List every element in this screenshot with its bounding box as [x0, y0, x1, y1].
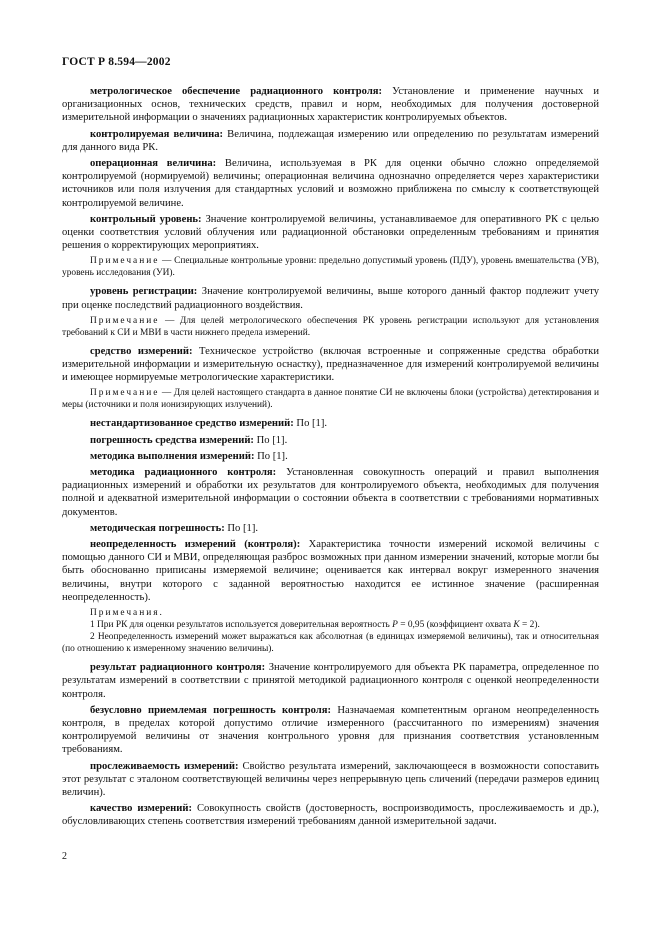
definition-entry [62, 802, 599, 828]
note-item-text: = 0,95 (коэффициент охвата [397, 620, 514, 631]
definition-text: Значение контролируемого для объекта РК параметра, определенное по результатам измерений в соответствии с принятой методикой радиационного контроля с оценкой неопределенности контроля. [62, 662, 599, 700]
definition-entry [62, 466, 599, 519]
note [62, 315, 599, 339]
note-label: Примечание [90, 256, 160, 267]
page-number: 2 [62, 851, 67, 862]
definition-term: методическая погрешность: [90, 522, 225, 534]
definition-entry [62, 345, 599, 385]
definition-text: Значение контролируемой величины, выше которого данный фактор подлежит учету при оценке последствий радиационного воздействия. [62, 286, 599, 311]
definition-term: безусловно приемлемая погрешность контроля: [90, 704, 332, 716]
definition-text: Совокупность свойств (достоверность, воспроизводимость, прослеживаемость и др.), обусловливающих степень соответствия измерений требованиям данной измерительной задачи. [62, 803, 599, 828]
definition-term: метрологическое обеспечение радиационного контроля: [90, 86, 383, 97]
note [62, 255, 599, 279]
definition-entry [62, 157, 599, 210]
note-label: Примечание [90, 315, 160, 326]
definition-term: результат радиационного контроля: [90, 662, 266, 674]
note [62, 387, 599, 411]
note-label: Примечание [90, 388, 160, 399]
definition-entry [62, 213, 599, 253]
definition-entry [62, 704, 599, 757]
definition-text: По [1]. [253, 434, 288, 446]
definition-entry [62, 417, 599, 430]
definition-term: методика радиационного контроля: [90, 467, 277, 479]
definition-text: Величина, подлежащая измерению или определению по результатам измерений для данного вида РК. [62, 128, 599, 153]
definition-text: Значение контролируемой величины, устанавливаемое для оперативного РК с целью оценки соответствия условий облучения или радиационной обстановки определенным требованиям и принятия решения о корректирующих мероприятиях. [62, 213, 599, 252]
definition-text: Назначаемая компетентным органом неопределенность контроля, в пределах которой допустимо отличие измеренного (рассчитанного по измерениям) значения контролируемой величины от значения контрольного уровня для признания соответствия установленным требованиям. [62, 704, 599, 756]
note-item: 2 Неопределенность измерений может выражаться как абсолютная (в единицах измеряемой величины), так и относительная (по отношению к измеренному значению величины). [62, 632, 599, 655]
note-item-text: = 2). [519, 620, 540, 631]
note-text: — Для целей метрологического обеспечения РК уровень регистрации используют для установления требований к СИ и МВИ в части нижнего предела измерений. [62, 315, 599, 338]
note-item-text: 1 При РК для оценки результатов используется доверительная вероятность [90, 620, 393, 631]
definition-term: контролируемая величина: [90, 128, 224, 140]
note-text: — Для целей настоящего стандарта в данное понятие СИ не включены блоки (устройства) детектирования и меры (источники и поля ионизирующих излучений). [62, 388, 599, 411]
definition-term: качество измерений: [90, 803, 192, 815]
definition-entry [62, 538, 599, 604]
definition-text: Характеристика точности измерений искомой величины с помощью данного СИ и МВИ, определяющая разброс возможных при данном измерении значений, которые могли бы быть обоснованно приписаны измеряемой величине; оценивается как интервал вокруг измеренного значения величины, внутри которого с заданной вероятностью находится ее истинное значение (расширенная неопределенность). [62, 539, 599, 603]
note-item-var: P [392, 620, 398, 631]
notes-title: Примечания. [90, 608, 164, 619]
definition-text: По [1]. [293, 418, 328, 430]
note-item-var: K [513, 620, 520, 631]
definition-entry [62, 128, 599, 154]
definition-entry [62, 285, 599, 311]
definition-entry [62, 661, 599, 701]
definition-term: погрешность средства измерений: [90, 434, 254, 446]
definition-term: прослеживаемость измерений: [90, 760, 239, 772]
definition-term: операционная величина: [90, 158, 217, 170]
definition-entry [62, 522, 599, 535]
document-page [62, 56, 599, 832]
definition-term: средство измерений: [90, 345, 193, 357]
definition-term: нестандартизованное средство измерений: [90, 418, 294, 430]
definition-text: По [1]. [254, 450, 288, 462]
definition-term: неопределенность измерений (контроля): [90, 539, 301, 551]
definition-entry [62, 760, 599, 800]
definition-term: контрольный уровень: [90, 213, 202, 225]
definition-term: уровень регистрации: [90, 286, 198, 298]
definition-entry [62, 450, 599, 463]
definition-text: Свойство результата измерений, заключающееся в возможности сопоставить этот результат с эталоном соответствующей величины через непрерывную цепь сличений (передачи размеров единиц величин). [62, 760, 599, 798]
definition-text: Величина, используемая в РК для оценки обычно сложно определяемой контролируемой (нормируемой) величины; операционная величина однозначно определяется через характеристики источников или поля излучения для стандартных условий и возможно приближена по смыслу к соответствующей контролируемой величине. [62, 158, 599, 209]
definition-entry [62, 85, 599, 125]
definition-term: методика выполнения измерений: [90, 450, 255, 462]
definition-text: Установление и применение научных и организационных основ, технических средств, правил и норм, необходимых для получения достоверной измерительной информации о значениях радиационных характеристик контролируемых объектов. [62, 86, 599, 124]
note-text: — Специальные контрольные уровни: предельно допустимый уровень (ПДУ), уровень вмешательства (УВ), уровень исследования (УИ). [62, 256, 599, 279]
definition-text: Установленная совокупность операций и правил выполнения радиационных измерений и обработки их результатов для контролируемого объекта, необходимых для получения полной и адекватной измерительной информации о состоянии объекта в соответствии с требованиями нормативных документов. [62, 467, 599, 518]
note-item [62, 619, 599, 631]
document-header: ГОСТ Р 8.594—2002 [62, 56, 171, 68]
definition-entry [62, 434, 599, 447]
definition-text: Техническое устройство (включая встроенные и сопряженные средства обработки измерительной информации и измерительную оснастку), предназначенное для измерений контролируемой величины и имеющее нормируемые метрологические характеристики. [62, 345, 600, 384]
definition-text: По [1]. [224, 522, 258, 534]
